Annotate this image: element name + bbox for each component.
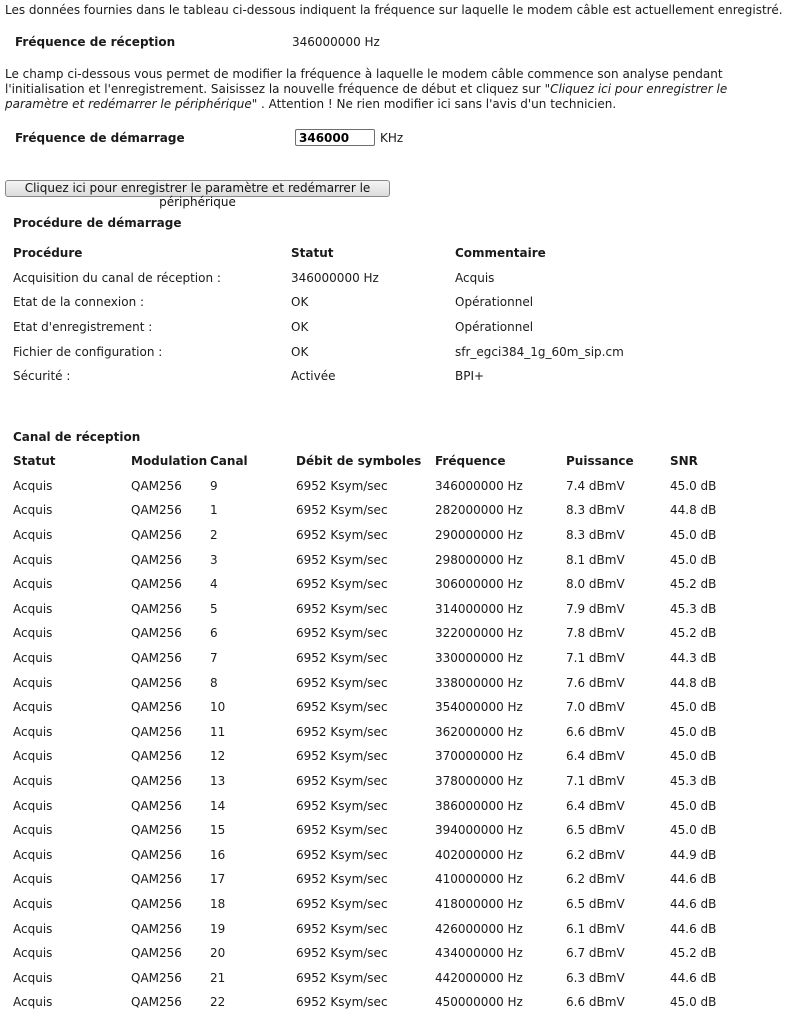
power-cell: 6.6 dBmV xyxy=(566,995,625,1010)
startup-header-row xyxy=(13,241,713,266)
snr-cell: 45.2 dB xyxy=(670,946,717,961)
table-row xyxy=(13,695,773,720)
modulation-cell: QAM256 xyxy=(131,503,182,518)
power-cell: 6.5 dBmV xyxy=(566,823,625,838)
instructions-part1: Le champ ci-dessous vous permet de modifier la fréquence à laquelle le modem câble commence son analyse pendant l'initialisation et l'enregistrement. Saisissez la nouvelle fréquence de début et cliquez sur xyxy=(5,67,723,96)
snr-cell: 45.0 dB xyxy=(670,724,717,739)
status-cell: Acquis xyxy=(13,872,53,887)
power-cell: 7.4 dBmV xyxy=(566,478,625,493)
channel-cell: 7 xyxy=(210,651,218,666)
downstream-header-channel: Canal xyxy=(210,454,248,469)
snr-cell: 45.3 dB xyxy=(670,601,717,616)
modulation-cell: QAM256 xyxy=(131,823,182,838)
symbol-rate-cell: 6952 Ksym/sec xyxy=(296,503,388,518)
channel-cell: 1 xyxy=(210,503,218,518)
status-cell: Acquis xyxy=(13,896,53,911)
status-cell: Activée xyxy=(291,369,336,384)
snr-cell: 44.3 dB xyxy=(670,651,717,666)
status-cell: Acquis xyxy=(13,798,53,813)
modulation-cell: QAM256 xyxy=(131,700,182,715)
table-row xyxy=(13,941,773,966)
symbol-rate-cell: 6952 Ksym/sec xyxy=(296,749,388,764)
channel-cell: 14 xyxy=(210,798,226,813)
status-cell: Acquis xyxy=(13,847,53,862)
startup-header-status: Statut xyxy=(291,246,334,261)
table-row xyxy=(13,843,773,868)
table-row xyxy=(13,867,773,892)
symbol-rate-cell: 6952 Ksym/sec xyxy=(296,995,388,1010)
procedure-cell: Etat d'enregistrement : xyxy=(13,320,153,335)
frequency-cell: 426000000 Hz xyxy=(435,921,523,936)
power-cell: 7.1 dBmV xyxy=(566,774,625,789)
symbol-rate-cell: 6952 Ksym/sec xyxy=(296,970,388,985)
power-cell: 6.6 dBmV xyxy=(566,724,625,739)
modulation-cell: QAM256 xyxy=(131,724,182,739)
power-cell: 7.1 dBmV xyxy=(566,651,625,666)
modulation-cell: QAM256 xyxy=(131,970,182,985)
comment-cell: Acquis xyxy=(455,270,495,285)
status-cell: Acquis xyxy=(13,675,53,690)
frequency-cell: 298000000 Hz xyxy=(435,552,523,567)
snr-cell: 44.6 dB xyxy=(670,872,717,887)
save-and-restart-button[interactable]: Cliquez ici pour enregistrer le paramètre et redémarrer le périphérique xyxy=(5,180,390,197)
downstream-header-snr: SNR xyxy=(670,454,698,469)
comment-cell: Opérationnel xyxy=(455,320,534,335)
modulation-cell: QAM256 xyxy=(131,995,182,1010)
status-cell: OK xyxy=(291,295,309,310)
channel-cell: 18 xyxy=(210,896,226,911)
snr-cell: 45.0 dB xyxy=(670,798,717,813)
table-row xyxy=(13,315,713,340)
frequency-cell: 290000000 Hz xyxy=(435,528,523,543)
start-frequency-label: Fréquence de démarrage xyxy=(15,131,185,145)
downstream-channel-table xyxy=(13,449,773,1015)
status-cell: Acquis xyxy=(13,970,53,985)
modulation-cell: QAM256 xyxy=(131,896,182,911)
snr-cell: 45.0 dB xyxy=(670,552,717,567)
snr-cell: 44.6 dB xyxy=(670,970,717,985)
procedure-cell: Acquisition du canal de réception : xyxy=(13,270,221,285)
snr-cell: 45.0 dB xyxy=(670,478,717,493)
intro-text: Les données fournies dans le tableau ci-dessous indiquent la fréquence sur laquelle le modem câble est actuellement enregistré. xyxy=(5,3,783,17)
channel-cell: 22 xyxy=(210,995,226,1010)
power-cell: 8.1 dBmV xyxy=(566,552,625,567)
modulation-cell: QAM256 xyxy=(131,946,182,961)
frequency-cell: 410000000 Hz xyxy=(435,872,523,887)
table-row xyxy=(13,621,773,646)
frequency-cell: 378000000 Hz xyxy=(435,774,523,789)
snr-cell: 45.2 dB xyxy=(670,577,717,592)
status-cell: Acquis xyxy=(13,700,53,715)
modulation-cell: QAM256 xyxy=(131,798,182,813)
symbol-rate-cell: 6952 Ksym/sec xyxy=(296,847,388,862)
symbol-rate-cell: 6952 Ksym/sec xyxy=(296,675,388,690)
modulation-cell: QAM256 xyxy=(131,478,182,493)
table-row xyxy=(13,720,773,745)
table-row xyxy=(13,965,773,990)
power-cell: 7.9 dBmV xyxy=(566,601,625,616)
channel-cell: 13 xyxy=(210,774,226,789)
procedure-cell: Sécurité : xyxy=(13,369,71,384)
power-cell: 6.2 dBmV xyxy=(566,847,625,862)
status-cell: Acquis xyxy=(13,528,53,543)
symbol-rate-cell: 6952 Ksym/sec xyxy=(296,896,388,911)
startup-header-comment: Commentaire xyxy=(455,246,546,261)
modulation-cell: QAM256 xyxy=(131,675,182,690)
modulation-cell: QAM256 xyxy=(131,528,182,543)
frequency-cell: 394000000 Hz xyxy=(435,823,523,838)
power-cell: 8.3 dBmV xyxy=(566,503,625,518)
snr-cell: 45.0 dB xyxy=(670,749,717,764)
startup-header-procedure: Procédure xyxy=(13,246,83,261)
table-row xyxy=(13,793,773,818)
power-cell: 8.3 dBmV xyxy=(566,528,625,543)
status-cell: Acquis xyxy=(13,774,53,789)
symbol-rate-cell: 6952 Ksym/sec xyxy=(296,528,388,543)
snr-cell: 45.0 dB xyxy=(670,823,717,838)
status-cell: Acquis xyxy=(13,503,53,518)
status-cell: Acquis xyxy=(13,577,53,592)
power-cell: 6.4 dBmV xyxy=(566,749,625,764)
channel-cell: 12 xyxy=(210,749,226,764)
frequency-cell: 322000000 Hz xyxy=(435,626,523,641)
status-cell: Acquis xyxy=(13,651,53,666)
table-row xyxy=(13,266,713,291)
table-row xyxy=(13,892,773,917)
snr-cell: 45.2 dB xyxy=(670,626,717,641)
table-row xyxy=(13,646,773,671)
comment-cell: Opérationnel xyxy=(455,295,534,310)
channel-cell: 8 xyxy=(210,675,218,690)
table-row xyxy=(13,364,713,389)
snr-cell: 44.8 dB xyxy=(670,675,717,690)
status-cell: Acquis xyxy=(13,601,53,616)
symbol-rate-cell: 6952 Ksym/sec xyxy=(296,872,388,887)
frequency-cell: 346000000 Hz xyxy=(435,478,523,493)
snr-cell: 45.0 dB xyxy=(670,700,717,715)
frequency-cell: 306000000 Hz xyxy=(435,577,523,592)
table-row xyxy=(13,597,773,622)
symbol-rate-cell: 6952 Ksym/sec xyxy=(296,577,388,592)
channel-cell: 9 xyxy=(210,478,218,493)
snr-cell: 45.3 dB xyxy=(670,774,717,789)
symbol-rate-cell: 6952 Ksym/sec xyxy=(296,921,388,936)
procedure-cell: Etat de la connexion : xyxy=(13,295,145,310)
table-row xyxy=(13,339,713,364)
channel-cell: 21 xyxy=(210,970,226,985)
instructions-text xyxy=(5,67,780,112)
symbol-rate-cell: 6952 Ksym/sec xyxy=(296,724,388,739)
table-row xyxy=(13,523,773,548)
table-row xyxy=(13,670,773,695)
frequency-cell: 362000000 Hz xyxy=(435,724,523,739)
table-row xyxy=(13,547,773,572)
status-cell: Acquis xyxy=(13,552,53,567)
symbol-rate-cell: 6952 Ksym/sec xyxy=(296,798,388,813)
status-cell: Acquis xyxy=(13,946,53,961)
status-cell: Acquis xyxy=(13,724,53,739)
snr-cell: 44.6 dB xyxy=(670,921,717,936)
downstream-header-power: Puissance xyxy=(566,454,634,469)
startup-procedure-table xyxy=(13,241,713,389)
modulation-cell: QAM256 xyxy=(131,552,182,567)
power-cell: 6.1 dBmV xyxy=(566,921,625,936)
snr-cell: 45.0 dB xyxy=(670,528,717,543)
snr-cell: 45.0 dB xyxy=(670,995,717,1010)
frequency-cell: 314000000 Hz xyxy=(435,601,523,616)
table-row xyxy=(13,290,713,315)
symbol-rate-cell: 6952 Ksym/sec xyxy=(296,601,388,616)
channel-cell: 4 xyxy=(210,577,218,592)
frequency-cell: 442000000 Hz xyxy=(435,970,523,985)
startup-procedure-title: Procédure de démarrage xyxy=(13,216,182,230)
table-row xyxy=(13,498,773,523)
power-cell: 7.0 dBmV xyxy=(566,700,625,715)
power-cell: 6.3 dBmV xyxy=(566,970,625,985)
symbol-rate-cell: 6952 Ksym/sec xyxy=(296,552,388,567)
frequency-cell: 434000000 Hz xyxy=(435,946,523,961)
status-cell: 346000000 Hz xyxy=(291,270,379,285)
downstream-header-symbol-rate: Débit de symboles xyxy=(296,454,422,469)
table-row xyxy=(13,990,773,1015)
snr-cell: 44.9 dB xyxy=(670,847,717,862)
status-cell: Acquis xyxy=(13,478,53,493)
status-cell: Acquis xyxy=(13,995,53,1010)
table-row xyxy=(13,916,773,941)
symbol-rate-cell: 6952 Ksym/sec xyxy=(296,626,388,641)
channel-cell: 19 xyxy=(210,921,226,936)
frequency-cell: 418000000 Hz xyxy=(435,896,523,911)
reception-frequency-label: Fréquence de réception xyxy=(15,35,176,49)
status-cell: Acquis xyxy=(13,921,53,936)
modulation-cell: QAM256 xyxy=(131,921,182,936)
procedure-cell: Fichier de configuration : xyxy=(13,344,163,359)
modulation-cell: QAM256 xyxy=(131,774,182,789)
table-row xyxy=(13,474,773,499)
symbol-rate-cell: 6952 Ksym/sec xyxy=(296,478,388,493)
symbol-rate-cell: 6952 Ksym/sec xyxy=(296,823,388,838)
modulation-cell: QAM256 xyxy=(131,601,182,616)
power-cell: 6.2 dBmV xyxy=(566,872,625,887)
table-row xyxy=(13,769,773,794)
table-row xyxy=(13,818,773,843)
symbol-rate-cell: 6952 Ksym/sec xyxy=(296,774,388,789)
power-cell: 6.5 dBmV xyxy=(566,896,625,911)
downstream-header-row xyxy=(13,449,773,474)
start-frequency-input[interactable] xyxy=(295,129,375,146)
modulation-cell: QAM256 xyxy=(131,872,182,887)
table-row xyxy=(13,744,773,769)
symbol-rate-cell: 6952 Ksym/sec xyxy=(296,651,388,666)
modulation-cell: QAM256 xyxy=(131,577,182,592)
instructions-button-reference: "Cliquez ici pour enregistrer le paramètre et redémarrer le périphérique" xyxy=(5,82,728,111)
snr-cell: 44.6 dB xyxy=(670,896,717,911)
power-cell: 8.0 dBmV xyxy=(566,577,625,592)
channel-cell: 6 xyxy=(210,626,218,641)
downstream-header-modulation: Modulation xyxy=(131,454,208,469)
frequency-cell: 402000000 Hz xyxy=(435,847,523,862)
channel-cell: 5 xyxy=(210,601,218,616)
frequency-cell: 354000000 Hz xyxy=(435,700,523,715)
power-cell: 7.6 dBmV xyxy=(566,675,625,690)
modulation-cell: QAM256 xyxy=(131,626,182,641)
modulation-cell: QAM256 xyxy=(131,651,182,666)
frequency-cell: 370000000 Hz xyxy=(435,749,523,764)
instructions-part2: . Attention ! Ne rien modifier ici sans l'avis d'un technicien. xyxy=(257,97,617,111)
channel-cell: 3 xyxy=(210,552,218,567)
power-cell: 6.7 dBmV xyxy=(566,946,625,961)
power-cell: 6.4 dBmV xyxy=(566,798,625,813)
frequency-cell: 386000000 Hz xyxy=(435,798,523,813)
status-cell: Acquis xyxy=(13,823,53,838)
channel-cell: 2 xyxy=(210,528,218,543)
comment-cell: BPI+ xyxy=(455,369,485,384)
power-cell: 7.8 dBmV xyxy=(566,626,625,641)
channel-cell: 17 xyxy=(210,872,226,887)
status-cell: Acquis xyxy=(13,626,53,641)
status-cell: OK xyxy=(291,344,309,359)
start-frequency-unit: KHz xyxy=(380,131,404,145)
comment-cell: sfr_egci384_1g_60m_sip.cm xyxy=(455,344,624,359)
frequency-cell: 330000000 Hz xyxy=(435,651,523,666)
frequency-cell: 338000000 Hz xyxy=(435,675,523,690)
downstream-header-frequency: Fréquence xyxy=(435,454,506,469)
downstream-channel-title: Canal de réception xyxy=(13,430,141,444)
channel-cell: 20 xyxy=(210,946,226,961)
reception-frequency-value: 346000000 Hz xyxy=(292,35,380,49)
symbol-rate-cell: 6952 Ksym/sec xyxy=(296,946,388,961)
status-cell: OK xyxy=(291,320,309,335)
downstream-header-status: Statut xyxy=(13,454,56,469)
modulation-cell: QAM256 xyxy=(131,749,182,764)
channel-cell: 11 xyxy=(210,724,226,739)
channel-cell: 15 xyxy=(210,823,226,838)
frequency-cell: 450000000 Hz xyxy=(435,995,523,1010)
channel-cell: 16 xyxy=(210,847,226,862)
symbol-rate-cell: 6952 Ksym/sec xyxy=(296,700,388,715)
snr-cell: 44.8 dB xyxy=(670,503,717,518)
channel-cell: 10 xyxy=(210,700,226,715)
status-cell: Acquis xyxy=(13,749,53,764)
table-row xyxy=(13,572,773,597)
modulation-cell: QAM256 xyxy=(131,847,182,862)
frequency-cell: 282000000 Hz xyxy=(435,503,523,518)
